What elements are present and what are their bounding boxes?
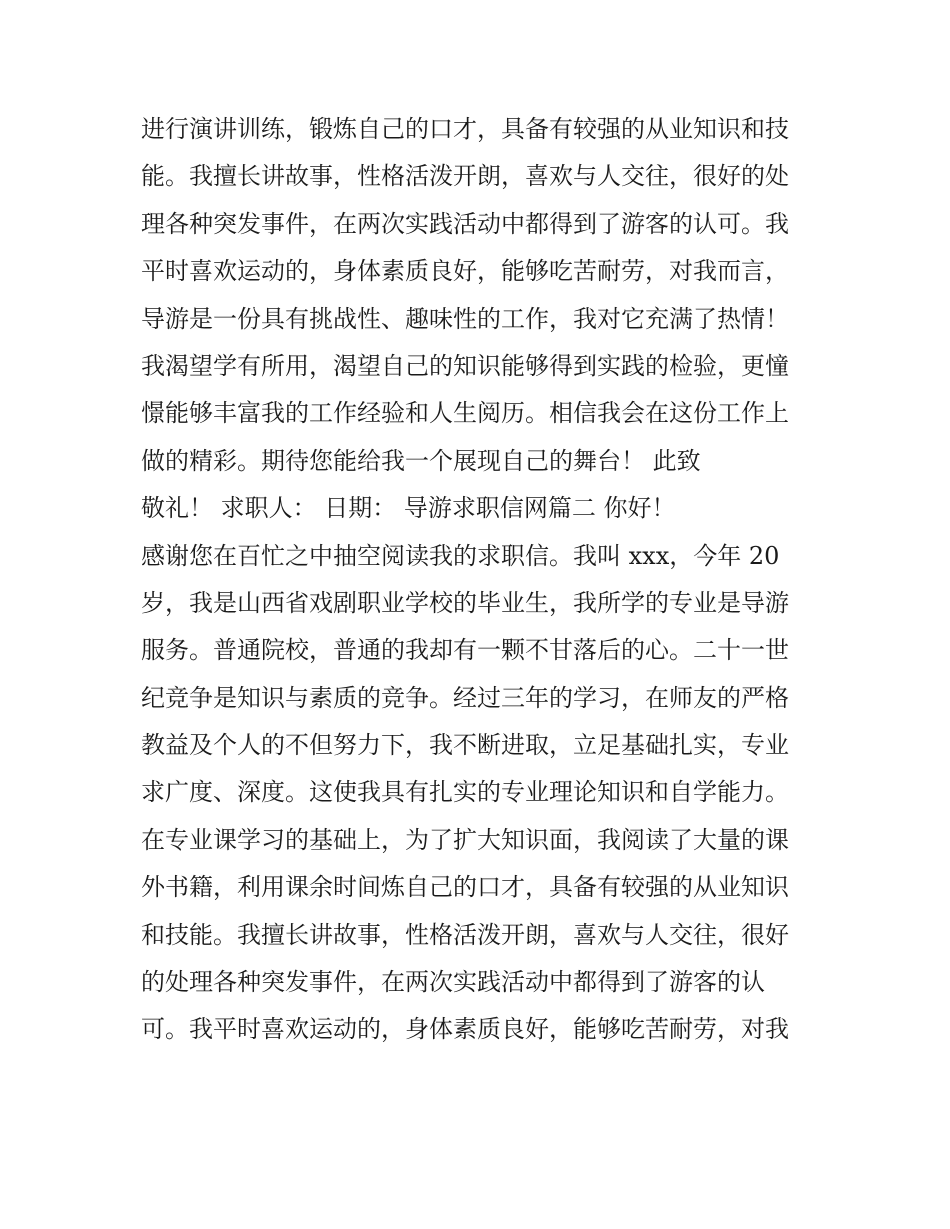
text-line: 导游是一份具有挑战性、趣味性的工作，我对它充满了热情！ [141,304,789,333]
text-line: 平时喜欢运动的，身体素质良好，能够吃苦耐劳，对我而言， [141,257,789,286]
text-line: 我渴望学有所用，渴望自己的知识能够得到实践的检验，更憧 [141,351,789,380]
text-line: 感谢您在百忙之中抽空阅读我的求职信。我叫 xxx，今年 20 [141,541,780,570]
text-line: 求广度、深度。这使我具有扎实的专业理论知识和自学能力。 [141,778,789,807]
text-line: 能。我擅长讲故事，性格活泼开朗，喜欢与人交往，很好的处 [141,162,789,191]
text-line: 外书籍，利用课余时间炼自己的口才，具备有较强的从业知识 [141,873,789,902]
text-line: 纪竞争是知识与素质的竞争。经过三年的学习，在师友的严格 [141,683,789,712]
text-line: 服务。普通院校，普通的我却有一颗不甘落后的心。二十一世 [141,636,789,665]
text-line: 进行演讲训练，锻炼自己的口才，具备有较强的从业知识和技 [141,115,789,143]
text-line: 做的精彩。期待您能给我一个展现自己的舞台！ 此致 [141,446,701,475]
text-line: 理各种突发事件，在两次实践活动中都得到了游客的认可。我 [141,209,789,238]
text-line: 可。我平时喜欢运动的，身体素质良好，能够吃苦耐劳，对我 [141,1015,789,1044]
text-line: 岁，我是山西省戏剧职业学校的毕业生，我所学的专业是导游 [141,588,789,617]
text-line: 教益及个人的不但努力下，我不断进取，立足基础扎实，专业 [141,731,789,760]
text-line: 在专业课学习的基础上，为了扩大知识面，我阅读了大量的课 [141,825,789,854]
text-line: 和技能。我擅长讲故事，性格活泼开朗，喜欢与人交往，很好 [141,920,789,949]
text-line: 的处理各种突发事件，在两次实践活动中都得到了游客的认 [141,968,765,997]
text-line: 敬礼！ 求职人： 日期： 导游求职信网篇二 你好！ [141,494,676,523]
text-line: 憬能够丰富我的工作经验和人生阅历。相信我会在这份工作上 [141,399,789,428]
document-body [141,106,821,1054]
